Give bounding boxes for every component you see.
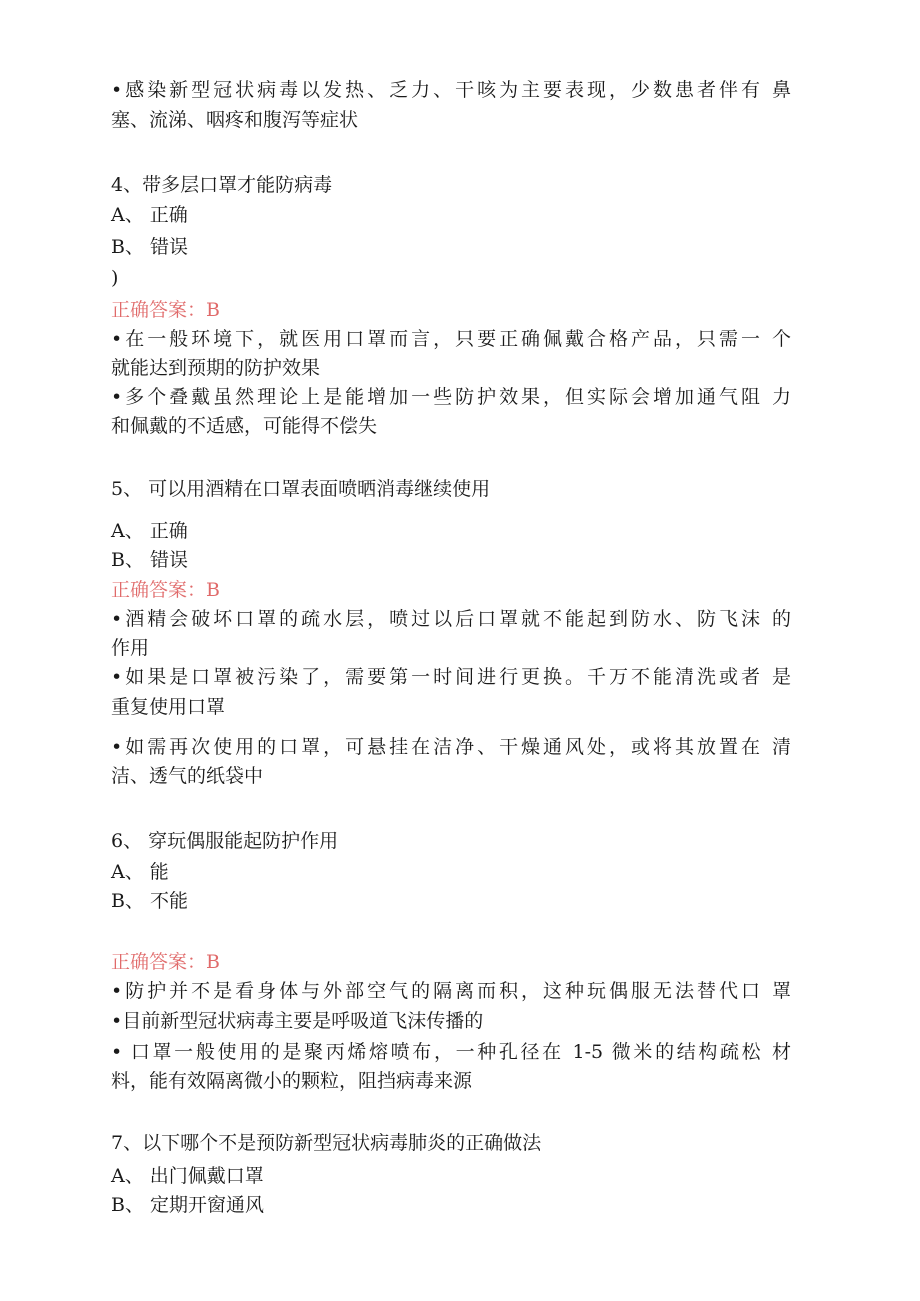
explanation-line: •目前新型冠状病毒主要是呼吸道飞沫传播的 [111, 1010, 484, 1032]
explanation-line: 塞、流涕、咽疼和腹泻等症状 [111, 109, 359, 131]
explanation-line: •防护并不是看身体与外部空气的隔离而积，这种玩偶服无法替代口 罩 [111, 980, 791, 1002]
option-b: B、 定期开窗通风 [111, 1194, 265, 1216]
stray-paren: ) [111, 267, 119, 289]
question-5-title: 5、 可以用酒精在口罩表面喷晒消毒继续使用 [111, 478, 491, 500]
option-b: B、 错误 [111, 236, 189, 258]
explanation-line: •感染新型冠状病毒以发热、乏力、干咳为主要表现，少数患者伴有 鼻 [111, 79, 791, 101]
option-b: B、 不能 [111, 890, 189, 912]
explanation-line: • 口罩一般使用的是聚丙烯熔喷布，一种孔径在 1-5 微米的结构疏松 材 [111, 1041, 791, 1063]
explanation-line: 就能达到预期的防护效果 [111, 357, 321, 379]
explanation-line: 料，能有效隔离微小的颗粒，阻挡病毒来源 [111, 1070, 473, 1092]
explanation-line: •酒精会破坏口罩的疏水层，喷过以后口罩就不能起到防水、防飞沫 的 [111, 608, 791, 630]
question-4-title: 4、带多层口罩才能防病毒 [111, 174, 333, 196]
correct-answer: 正确答案：B [111, 299, 220, 321]
explanation-line: 作用 [111, 637, 150, 659]
question-7-title: 7、以下哪个不是预防新型冠状病毒肺炎的正确做法 [111, 1132, 542, 1154]
question-6-title: 6、 穿玩偶服能起防护作用 [111, 830, 339, 852]
explanation-line: 和佩戴的不适感，可能得不偿失 [111, 415, 378, 437]
correct-answer: 正确答案：B [111, 951, 220, 973]
explanation-line: •如果是口罩被污染了，需要第一时间进行更换。千万不能清洗或者 是 [111, 666, 791, 688]
option-a: A、 能 [111, 861, 169, 883]
option-b: B、 错误 [111, 549, 189, 571]
explanation-line: 洁、透气的纸袋中 [111, 765, 264, 787]
explanation-line: •如需再次使用的口罩，可悬挂在洁净、干燥通风处，或将其放置在 清 [111, 736, 791, 758]
correct-answer: 正确答案：B [111, 579, 220, 601]
option-a: A、 正确 [111, 520, 188, 542]
option-a: A、 出门佩戴口罩 [111, 1165, 264, 1187]
option-a: A、 正确 [111, 204, 188, 226]
explanation-line: •多个叠戴虽然理论上是能增加一些防护效果，但实际会增加通气阻 力 [111, 386, 791, 408]
explanation-line: •在一般环境下，就医用口罩而言，只要正确佩戴合格产品，只需一 个 [111, 328, 791, 350]
explanation-line: 重复使用口罩 [111, 696, 226, 718]
